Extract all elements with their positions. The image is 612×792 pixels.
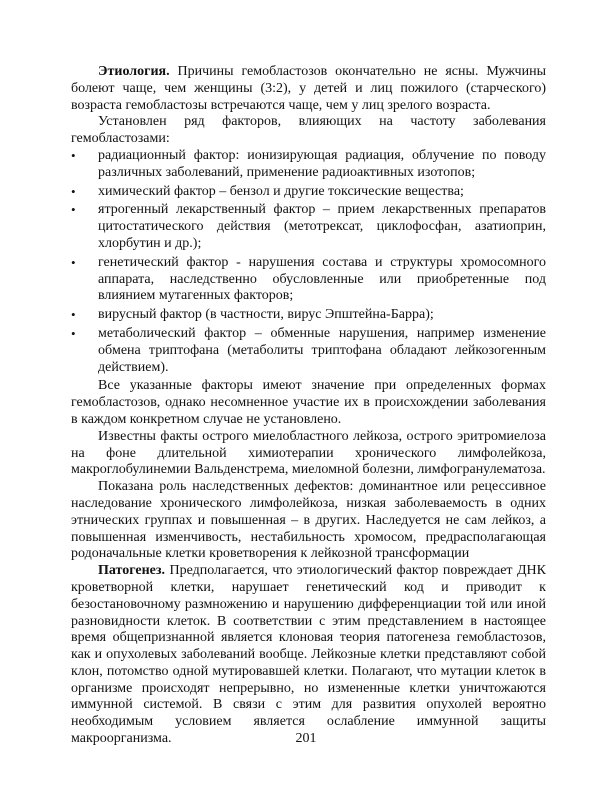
body-paragraph: Все указанные факторы имеют значение при определенных формах гемобластозов, однако несомненное участие их в происхождении заболевания в каждом конкретном случае не установлено. [71,378,546,427]
list-item-text: химический фактор – бензол и другие токсические вещества; [98,183,464,199]
bullet-icon: • [71,325,76,341]
list-item [71,148,546,182]
factors-intro-paragraph: Установлен ряд факторов, влияющих на частоту заболевания гемобластозами: [71,114,546,147]
pathogenesis-text: Предполагается, что этиологический фактор повреждает ДНК кроветворной клетки, нарушает генетический код и приводит к безостановочному размножению и нарушению дифференциации той или иной разновидности клеток. В соответствии с этим представлением в настоящее время общепризнанной является клоновая теория патогенеза гемобластозов, как и опухолевых заболеваний вообще. Лейкозные клетки представляют собой клон, потомство одной мутировавшей клетки. Полагают, что мутации клеток в организме происходят непрерывно, но измененные клетки уничтожаются иммунной системой. В связи с этим для развития опухолей вероятно необходимым условием является ослабление иммунной защиты макроорганизма. [71,563,546,747]
etiology-paragraph [71,64,546,114]
bullet-icon: • [71,254,76,270]
list-item-text: метаболический фактор – обменные нарушения, например изменение обмена триптофана (метаболиты триптофана обладают лейкозогенным действием). [98,325,546,375]
list-item [71,326,546,376]
list-item [71,184,546,201]
body-paragraph: Известны факты острого миелобластного лейкоза, острого эритромиелоза на фоне длительной химиотерапии хронического лимфолейкоза, макроглобулинемии Вальденстрема, миеломной болезни, лимфогранулематоза. [71,428,546,478]
bullet-icon: • [71,147,76,163]
list-item-text: вирусный фактор (в частности, вирус Эпштейна-Барра); [98,307,434,323]
pathogenesis-paragraph [71,563,546,748]
bullet-icon: • [71,307,76,323]
list-item [71,255,546,305]
factors-list [71,148,546,376]
pathogenesis-heading: Патогенез. [98,563,166,579]
list-item-text: генетический фактор - нарушения состава и структуры хромосомного аппарата, наследственно обусловленные или приобретенные под влиянием мутагенных факторов; [98,254,546,304]
etiology-heading: Этиология. [98,64,170,79]
bullet-icon: • [71,183,76,199]
list-item [71,307,546,324]
list-item [71,202,546,252]
page-number: 201 [295,731,317,746]
list-item-text: радиационный фактор: ионизирующая радиация, облучение по поводу различных заболеваний, применение радиоактивных изотопов; [98,147,546,180]
body-paragraph: Показана роль наследственных дефектов: доминантное или рецессивное наследование хронического лимфолейкоза, низкая заболеваемость в одних этнических группах и повышенная – в других. Наследуется не сам лейкоз, а повышенная изменчивость, нестабильность хромосом, предрасполагающая родоначальные клетки кроветворения к лейкозной трансформации [71,479,546,562]
list-item-text: ятрогенный лекарственный фактор – прием лекарственных препаратов цитостатического действия (метотрексат, циклофосфан, азатиоприн, хлорбутин и др.); [98,202,546,251]
etiology-text: Причины гемобластозов окончательно не ясны. Мужчины болеют чаще, чем женщины (3:2), у детей и лиц пожилого (старческого) возраста гемобластозы встречаются чаще, чем у лиц зрелого возраста. [71,64,546,113]
bullet-icon: • [71,202,76,218]
